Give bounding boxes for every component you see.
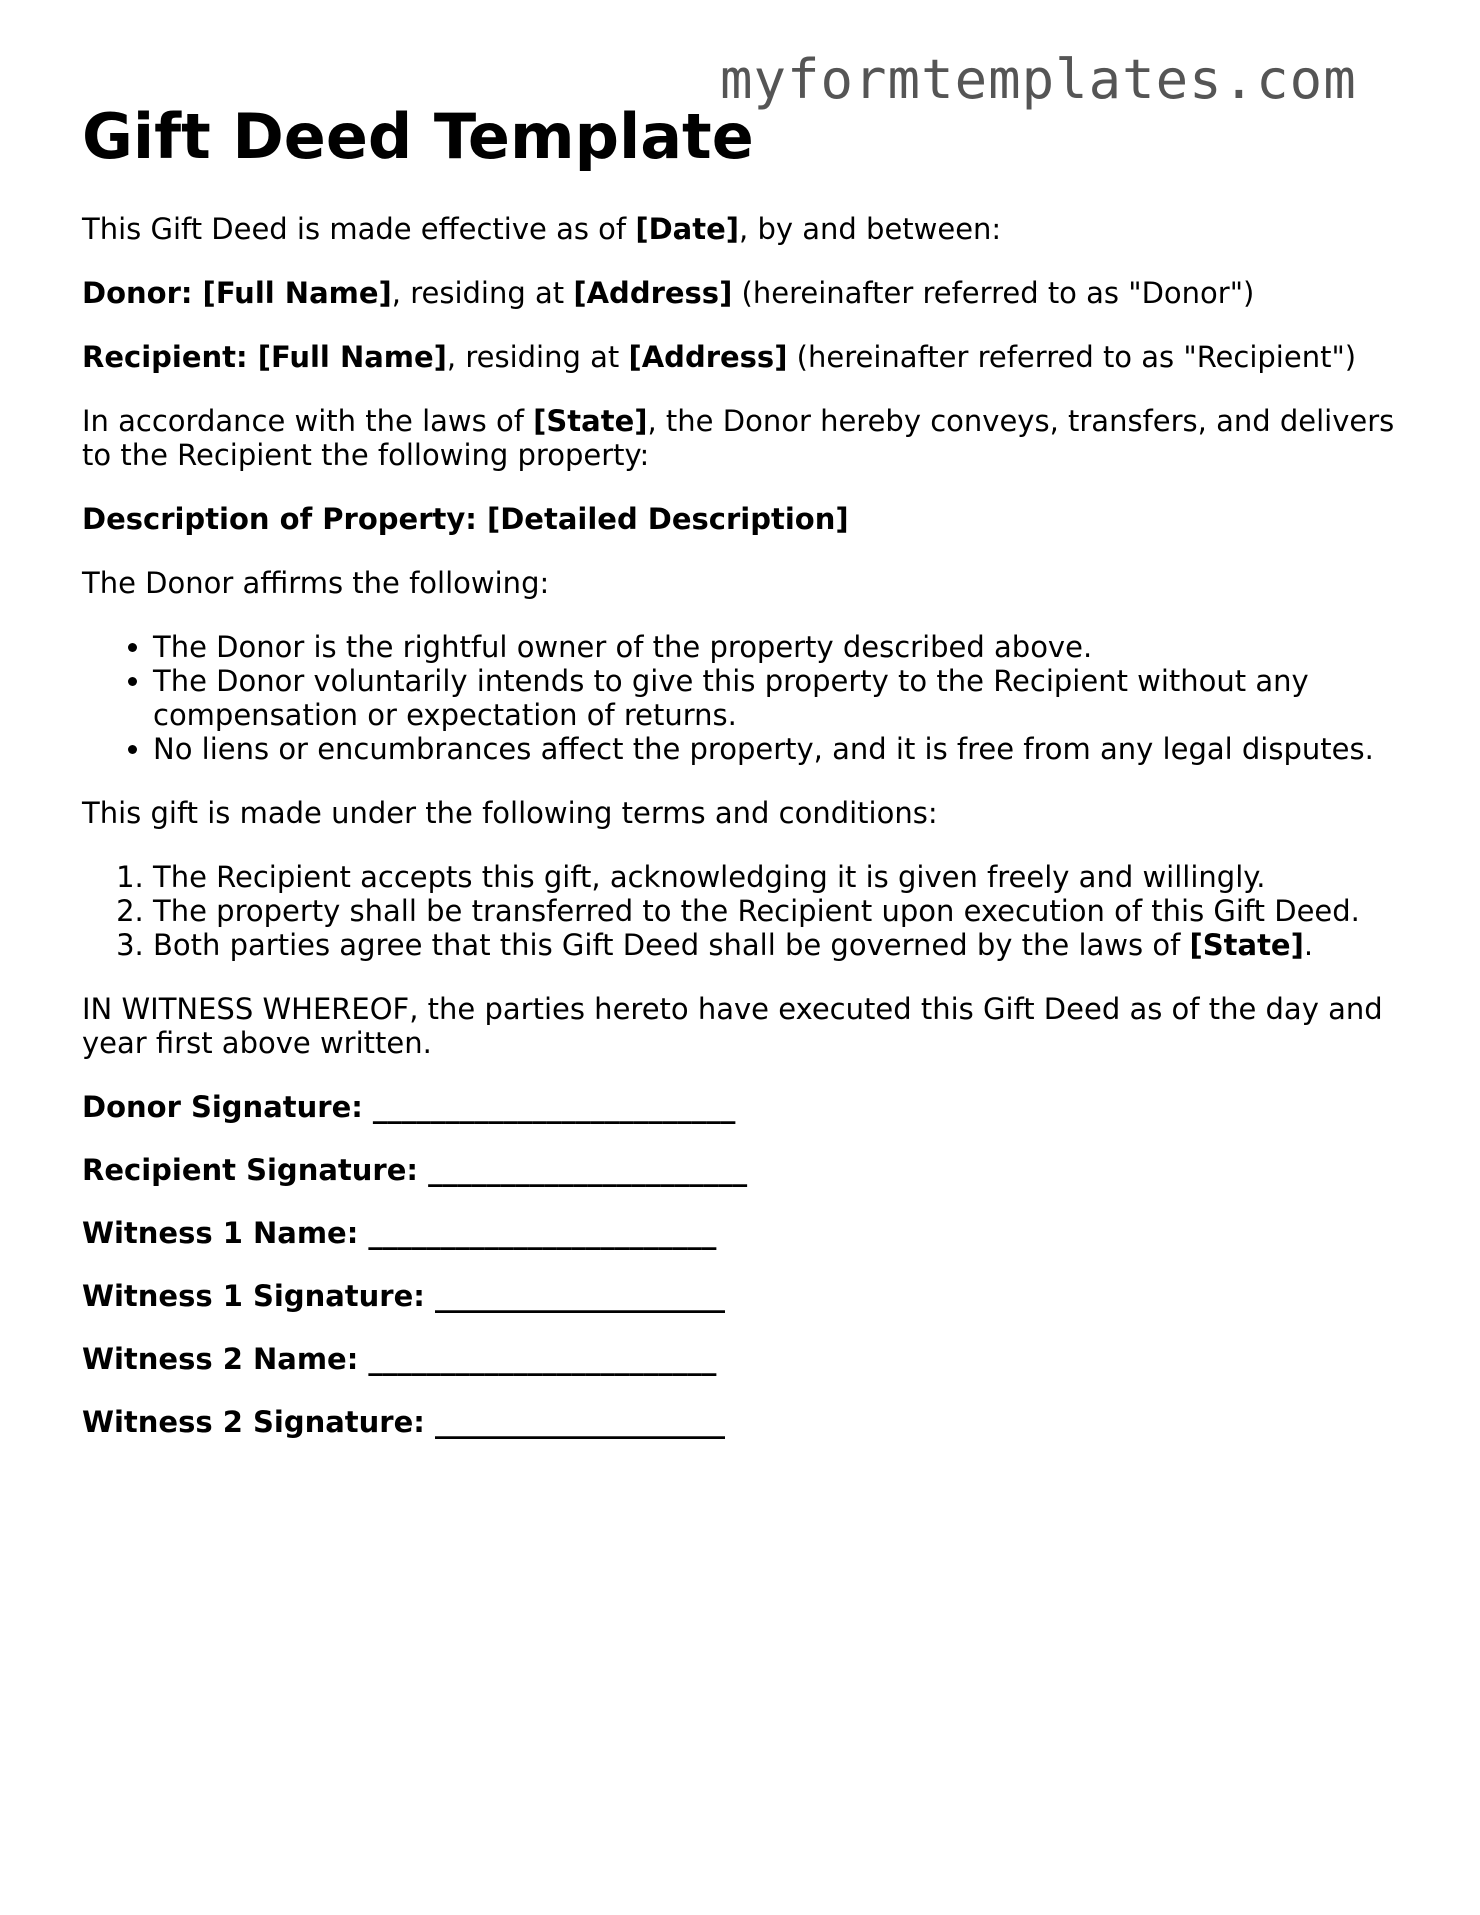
recipient-signature-label: Recipient Signature: ______________________: [82, 1153, 748, 1188]
witness1-name-label: Witness 1 Name: ________________________: [82, 1216, 717, 1251]
document-title: Gift Deed Template: [82, 100, 754, 173]
donor-paragraph: [82, 276, 1412, 310]
conveyance-prefix: In accordance with the laws of: [82, 404, 534, 439]
list-item: • No liens or encumbrances affect the property, and it is free from any legal disputes.: [153, 732, 1412, 766]
list-item: • The Donor is the rightful owner of the property described above.: [153, 630, 1412, 664]
intro-paragraph: [82, 212, 1412, 246]
witness1-name-line: [82, 1216, 1412, 1250]
recipient-paragraph: [82, 340, 1412, 374]
donor-signature-label: Donor Signature: _________________________: [82, 1090, 736, 1125]
witness2-name-line: [82, 1342, 1412, 1376]
property-description-label: Description of Property: [Detailed Description]: [82, 502, 849, 537]
donor-label: Donor: [Full Name]: [82, 276, 392, 311]
witness2-signature-label: Witness 2 Signature: ____________________: [82, 1405, 725, 1440]
intro-suffix: , by and between:: [739, 212, 1002, 247]
list-item: [153, 928, 1412, 962]
recipient-mid: , residing at: [446, 340, 629, 375]
list-item: • The Donor voluntarily intends to give this property to the Recipient without any compensation or expectation of returns.: [153, 664, 1412, 732]
recipient-signature-line: [82, 1153, 1412, 1187]
affirm-intro: The Donor affirms the following:: [82, 566, 550, 601]
term3-suffix: .: [1303, 928, 1314, 963]
donor-mid: , residing at: [391, 276, 574, 311]
intro-prefix: This Gift Deed is made effective as of: [82, 212, 636, 247]
witness2-name-label: Witness 2 Name: ________________________: [82, 1342, 717, 1377]
list-item: 1. The Recipient accepts this gift, acknowledging it is given freely and willingly.: [153, 860, 1412, 894]
term3-prefix: Both parties agree that this Gift Deed shall be governed by the laws of: [153, 928, 1190, 963]
conveyance-suffix: , the Donor hereby conveys, transfers, and delivers to the Recipient the following property:: [82, 404, 1395, 473]
donor-address-placeholder: [Address]: [573, 276, 733, 311]
date-placeholder: [Date]: [635, 212, 740, 247]
witness1-signature-label: Witness 1 Signature: ____________________: [82, 1279, 725, 1314]
donor-signature-line: [82, 1090, 1412, 1124]
terms-intro: This gift is made under the following terms and conditions:: [82, 796, 938, 831]
list-item: 2. The property shall be transferred to the Recipient upon execution of this Gift Deed.: [153, 894, 1412, 928]
state-placeholder: [State]: [533, 404, 648, 439]
donor-suffix: (hereinafter referred to as "Donor"): [732, 276, 1255, 311]
witness2-signature-line: [82, 1405, 1412, 1439]
term3-state-placeholder: [State]: [1189, 928, 1304, 963]
property-description: [82, 502, 1412, 536]
witness-clause: IN WITNESS WHEREOF, the parties hereto have executed this Gift Deed as of the day and year first above written.: [82, 992, 1383, 1061]
site-watermark: myformtemplates.com: [720, 48, 1357, 111]
document-body: [82, 100, 1412, 1468]
conveyance-paragraph: [82, 404, 1412, 472]
recipient-suffix: (hereinafter referred to as "Recipient"): [787, 340, 1357, 375]
affirmations-list: [82, 630, 1412, 766]
recipient-label: Recipient: [Full Name]: [82, 340, 447, 375]
terms-list: [82, 860, 1412, 962]
recipient-address-placeholder: [Address]: [628, 340, 788, 375]
witness1-signature-line: [82, 1279, 1412, 1313]
